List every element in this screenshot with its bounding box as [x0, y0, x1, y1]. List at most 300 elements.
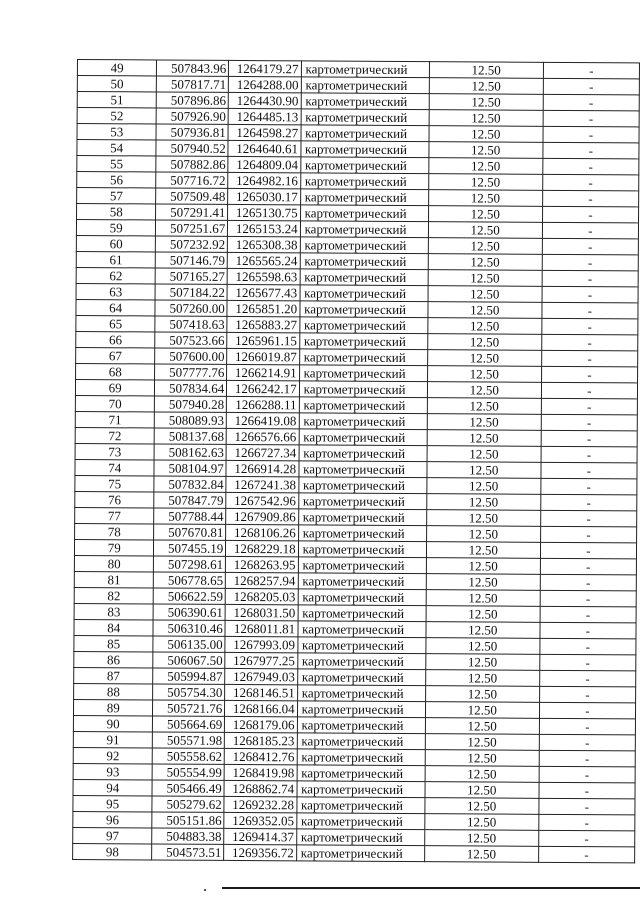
description-cell: - [539, 702, 635, 719]
y-coordinate-cell: 1264485.13 [228, 108, 300, 124]
method-cell: картометрический [299, 333, 427, 350]
point-number-cell: 77 [75, 507, 155, 523]
description-cell: - [543, 110, 639, 127]
point-number-cell: 72 [75, 427, 155, 443]
y-coordinate-cell: 1265598.63 [227, 268, 299, 284]
point-number-cell: 65 [76, 315, 156, 331]
x-coordinate-cell: 505151.86 [152, 812, 224, 828]
point-number-cell: 84 [74, 619, 154, 635]
point-number-cell: 78 [75, 523, 155, 539]
point-number-cell: 49 [77, 60, 157, 76]
description-cell: - [539, 734, 635, 751]
x-coordinate-cell: 507847.79 [154, 492, 226, 508]
method-cell: картометрический [300, 173, 428, 190]
x-coordinate-cell: 507817.71 [157, 76, 229, 92]
description-cell: - [541, 462, 637, 479]
method-cell: картометрический [300, 285, 428, 302]
description-cell: - [538, 830, 634, 847]
method-cell: картометрический [300, 205, 428, 222]
method-cell: картометрический [299, 429, 427, 446]
x-coordinate-cell: 507936.81 [156, 124, 228, 140]
x-coordinate-cell: 507232.92 [156, 236, 228, 252]
y-coordinate-cell: 1268031.50 [225, 604, 297, 620]
point-number-cell: 81 [74, 571, 154, 587]
method-cell: картометрический [297, 669, 425, 686]
description-cell: - [543, 94, 639, 111]
error-cell: 12.50 [425, 798, 539, 815]
method-cell: картометрический [296, 829, 424, 846]
y-coordinate-cell: 1269414.37 [224, 828, 296, 844]
x-coordinate-cell: 507509.48 [156, 188, 228, 204]
x-coordinate-cell: 508137.68 [155, 428, 227, 444]
error-cell: 12.50 [425, 766, 539, 783]
x-coordinate-cell: 507940.52 [156, 140, 228, 156]
description-cell: - [540, 558, 636, 575]
method-cell: картометрический [300, 269, 428, 286]
description-cell: - [540, 526, 636, 543]
y-coordinate-cell: 1265153.24 [228, 220, 300, 236]
x-coordinate-cell: 507788.44 [154, 508, 226, 524]
point-number-cell: 63 [76, 283, 156, 299]
error-cell: 12.50 [425, 750, 539, 767]
x-coordinate-cell: 504883.38 [152, 828, 224, 844]
error-cell: 12.50 [428, 222, 542, 239]
point-number-cell: 61 [76, 251, 156, 267]
description-cell: - [538, 846, 634, 863]
error-cell: 12.50 [427, 350, 541, 367]
y-coordinate-cell: 1268106.26 [226, 524, 298, 540]
x-coordinate-cell: 507600.00 [155, 348, 227, 364]
point-number-cell: 68 [76, 363, 156, 379]
method-cell: картометрический [296, 845, 424, 862]
method-cell: картометрический [298, 637, 426, 654]
point-number-cell: 79 [74, 539, 154, 555]
description-cell: - [538, 814, 634, 831]
x-coordinate-cell: 505279.62 [152, 796, 224, 812]
x-coordinate-cell: 505994.87 [153, 668, 225, 684]
point-number-cell: 66 [76, 331, 156, 347]
error-cell: 12.50 [425, 830, 539, 847]
description-cell: - [541, 382, 637, 399]
x-coordinate-cell: 506067.50 [153, 652, 225, 668]
point-number-cell: 74 [75, 459, 155, 475]
description-cell: - [541, 446, 637, 463]
method-cell: картометрический [298, 477, 426, 494]
method-cell: картометрический [300, 189, 428, 206]
description-cell: - [542, 270, 638, 287]
x-coordinate-cell: 504573.51 [152, 844, 224, 860]
point-number-cell: 60 [76, 235, 156, 251]
error-cell: 12.50 [429, 62, 543, 79]
method-cell: картометрический [299, 413, 427, 430]
description-cell: - [539, 654, 635, 671]
error-cell: 12.50 [425, 782, 539, 799]
point-number-cell: 64 [76, 299, 156, 315]
point-number-cell: 95 [73, 795, 153, 811]
error-cell: 12.50 [428, 254, 542, 271]
x-coordinate-cell: 506622.59 [154, 588, 226, 604]
error-cell: 12.50 [428, 302, 542, 319]
y-coordinate-cell: 1268011.81 [225, 620, 297, 636]
method-cell: картометрический [298, 605, 426, 622]
description-cell: - [541, 414, 637, 431]
x-coordinate-cell: 506310.46 [153, 620, 225, 636]
description-cell: - [542, 190, 638, 207]
error-cell: 12.50 [428, 318, 542, 335]
description-cell: - [542, 238, 638, 255]
method-cell: картометрический [297, 797, 425, 814]
error-cell: 12.50 [426, 510, 540, 527]
description-cell: - [542, 286, 638, 303]
method-cell: картометрический [298, 557, 426, 574]
y-coordinate-cell: 1268862.74 [224, 780, 296, 796]
y-coordinate-cell: 1269356.72 [224, 844, 296, 860]
method-cell: картометрический [300, 157, 428, 174]
point-number-cell: 96 [73, 811, 153, 827]
method-cell: картометрический [297, 653, 425, 670]
method-cell: картометрический [299, 461, 427, 478]
error-cell: 12.50 [429, 142, 543, 159]
y-coordinate-cell: 1266214.91 [227, 364, 299, 380]
x-coordinate-cell: 508089.93 [155, 412, 227, 428]
error-cell: 12.50 [426, 542, 540, 559]
error-cell: 12.50 [428, 190, 542, 207]
method-cell: картометрический [297, 701, 425, 718]
point-number-cell: 89 [73, 699, 153, 715]
x-coordinate-cell: 507260.00 [155, 300, 227, 316]
x-coordinate-cell: 507896.86 [157, 92, 229, 108]
coordinates-table [72, 59, 640, 863]
error-cell: 12.50 [429, 158, 543, 175]
point-number-cell: 76 [75, 491, 155, 507]
point-number-cell: 83 [74, 603, 154, 619]
point-number-cell: 55 [77, 156, 157, 172]
point-number-cell: 53 [77, 124, 157, 140]
point-number-cell: 69 [75, 379, 155, 395]
y-coordinate-cell: 1268205.03 [225, 588, 297, 604]
description-cell: - [543, 126, 639, 143]
page-bottom-rule [222, 887, 640, 889]
method-cell: картометрический [298, 573, 426, 590]
y-coordinate-cell: 1266914.28 [226, 460, 298, 476]
description-cell: - [542, 254, 638, 271]
error-cell: 12.50 [426, 590, 540, 607]
error-cell: 12.50 [428, 270, 542, 287]
y-coordinate-cell: 1265677.43 [227, 284, 299, 300]
y-coordinate-cell: 1267977.25 [225, 652, 297, 668]
point-number-cell: 67 [76, 347, 156, 363]
description-cell: - [542, 302, 638, 319]
point-number-cell: 94 [73, 779, 153, 795]
x-coordinate-cell: 507670.81 [154, 524, 226, 540]
x-coordinate-cell: 507184.22 [155, 284, 227, 300]
error-cell: 12.50 [429, 126, 543, 143]
error-cell: 12.50 [427, 446, 541, 463]
y-coordinate-cell: 1268146.51 [225, 684, 297, 700]
x-coordinate-cell: 507716.72 [156, 172, 228, 188]
x-coordinate-cell: 506135.00 [153, 636, 225, 652]
error-cell: 12.50 [428, 286, 542, 303]
x-coordinate-cell: 507777.76 [155, 364, 227, 380]
error-cell: 12.50 [427, 382, 541, 399]
description-cell: - [541, 478, 637, 495]
y-coordinate-cell: 1265883.27 [227, 316, 299, 332]
y-coordinate-cell: 1265565.24 [228, 252, 300, 268]
point-number-cell: 86 [74, 651, 154, 667]
x-coordinate-cell: 507523.66 [155, 332, 227, 348]
x-coordinate-cell: 505754.30 [153, 684, 225, 700]
point-number-cell: 75 [75, 475, 155, 491]
method-cell: картометрический [301, 141, 429, 158]
description-cell: - [540, 606, 636, 623]
x-coordinate-cell: 505554.99 [153, 764, 225, 780]
point-number-cell: 70 [75, 395, 155, 411]
y-coordinate-cell: 1268179.06 [225, 716, 297, 732]
method-cell: картометрический [299, 317, 427, 334]
y-coordinate-cell: 1266576.66 [226, 428, 298, 444]
x-coordinate-cell: 506778.65 [154, 572, 226, 588]
description-cell: - [541, 334, 637, 351]
method-cell: картометрический [300, 253, 428, 270]
method-cell: картометрический [299, 381, 427, 398]
point-number-cell: 98 [73, 843, 153, 859]
x-coordinate-cell: 507291.41 [156, 204, 228, 220]
x-coordinate-cell: 508104.97 [154, 460, 226, 476]
y-coordinate-cell: 1264982.16 [228, 172, 300, 188]
y-coordinate-cell: 1269232.28 [224, 796, 296, 812]
point-number-cell: 59 [76, 220, 156, 236]
method-cell: картометрический [298, 621, 426, 638]
description-cell: - [540, 590, 636, 607]
description-cell: - [540, 638, 636, 655]
error-cell: 12.50 [425, 686, 539, 703]
x-coordinate-cell: 505664.69 [153, 716, 225, 732]
description-cell: - [539, 686, 635, 703]
method-cell: картометрический [298, 589, 426, 606]
y-coordinate-cell: 1268229.18 [226, 540, 298, 556]
table-row [73, 843, 635, 862]
method-cell: картометрический [297, 765, 425, 782]
error-cell: 12.50 [426, 622, 540, 639]
y-coordinate-cell: 1264809.04 [228, 156, 300, 172]
x-coordinate-cell: 505721.76 [153, 700, 225, 716]
error-cell: 12.50 [427, 366, 541, 383]
x-coordinate-cell: 507251.67 [156, 220, 228, 236]
description-cell: - [539, 718, 635, 735]
y-coordinate-cell: 1268263.95 [226, 556, 298, 572]
y-coordinate-cell: 1268257.94 [226, 572, 298, 588]
point-number-cell: 82 [74, 587, 154, 603]
error-cell: 12.50 [425, 734, 539, 751]
method-cell: картометрический [297, 749, 425, 766]
method-cell: картометрический [300, 237, 428, 254]
error-cell: 12.50 [426, 606, 540, 623]
x-coordinate-cell: 507940.28 [155, 396, 227, 412]
point-number-cell: 52 [77, 108, 157, 124]
y-coordinate-cell: 1264288.00 [229, 76, 301, 92]
point-number-cell: 51 [77, 92, 157, 108]
x-coordinate-cell: 505466.49 [152, 780, 224, 796]
point-number-cell: 50 [77, 76, 157, 92]
error-cell: 12.50 [426, 574, 540, 591]
y-coordinate-cell: 1265308.38 [228, 236, 300, 252]
error-cell: 12.50 [429, 94, 543, 111]
y-coordinate-cell: 1267993.09 [225, 636, 297, 652]
description-cell: - [539, 670, 635, 687]
method-cell: картометрический [297, 717, 425, 734]
method-cell: картометрический [300, 301, 428, 318]
error-cell: 12.50 [428, 334, 542, 351]
error-cell: 12.50 [426, 638, 540, 655]
x-coordinate-cell: 506390.61 [154, 604, 226, 620]
error-cell: 12.50 [428, 238, 542, 255]
description-cell: - [543, 78, 639, 95]
y-coordinate-cell: 1267949.03 [225, 668, 297, 684]
description-cell: - [541, 366, 637, 383]
point-number-cell: 73 [75, 443, 155, 459]
description-cell: - [540, 574, 636, 591]
x-coordinate-cell: 505571.98 [153, 732, 225, 748]
description-cell: - [541, 430, 637, 447]
description-cell: - [542, 206, 638, 223]
x-coordinate-cell: 507834.64 [155, 380, 227, 396]
error-cell: 12.50 [425, 718, 539, 735]
point-number-cell: 85 [74, 635, 154, 651]
scan-speck [204, 889, 206, 891]
method-cell: картометрический [299, 445, 427, 462]
method-cell: картометрический [301, 93, 429, 110]
description-cell: - [540, 622, 636, 639]
method-cell: картометрический [297, 733, 425, 750]
error-cell: 12.50 [429, 174, 543, 191]
error-cell: 12.50 [427, 462, 541, 479]
error-cell: 12.50 [427, 478, 541, 495]
y-coordinate-cell: 1265961.15 [227, 332, 299, 348]
y-coordinate-cell: 1264179.27 [229, 60, 301, 76]
method-cell: картометрический [299, 365, 427, 382]
coordinates-table-body [73, 60, 640, 863]
y-coordinate-cell: 1267241.38 [226, 476, 298, 492]
description-cell: - [539, 750, 635, 767]
error-cell: 12.50 [428, 206, 542, 223]
description-cell: - [542, 318, 638, 335]
error-cell: 12.50 [424, 846, 538, 863]
method-cell: картометрический [297, 781, 425, 798]
point-number-cell: 92 [73, 747, 153, 763]
y-coordinate-cell: 1266242.17 [227, 380, 299, 396]
y-coordinate-cell: 1267542.96 [226, 492, 298, 508]
description-cell: - [542, 222, 638, 239]
error-cell: 12.50 [426, 526, 540, 543]
error-cell: 12.50 [429, 78, 543, 95]
description-cell: - [539, 798, 635, 815]
y-coordinate-cell: 1269352.05 [224, 812, 296, 828]
method-cell: картометрический [301, 125, 429, 142]
error-cell: 12.50 [425, 670, 539, 687]
description-cell: - [540, 494, 636, 511]
error-cell: 12.50 [425, 814, 539, 831]
y-coordinate-cell: 1265851.20 [227, 300, 299, 316]
point-number-cell: 62 [76, 267, 156, 283]
description-cell: - [540, 510, 636, 527]
point-number-cell: 93 [73, 763, 153, 779]
method-cell: картометрический [298, 525, 426, 542]
x-coordinate-cell: 507926.90 [157, 108, 229, 124]
error-cell: 12.50 [427, 494, 541, 511]
y-coordinate-cell: 1267909.86 [226, 508, 298, 524]
y-coordinate-cell: 1268166.04 [225, 700, 297, 716]
point-number-cell: 90 [73, 715, 153, 731]
x-coordinate-cell: 507165.27 [156, 268, 228, 284]
x-coordinate-cell: 507146.79 [156, 252, 228, 268]
description-cell: - [542, 174, 638, 191]
error-cell: 12.50 [426, 558, 540, 575]
point-number-cell: 57 [77, 188, 157, 204]
x-coordinate-cell: 507843.96 [157, 60, 229, 76]
point-number-cell: 88 [74, 683, 154, 699]
point-number-cell: 56 [77, 172, 157, 188]
description-cell: - [539, 766, 635, 783]
x-coordinate-cell: 507298.61 [154, 556, 226, 572]
point-number-cell: 58 [77, 204, 157, 220]
y-coordinate-cell: 1264430.90 [228, 92, 300, 108]
point-number-cell: 80 [74, 555, 154, 571]
x-coordinate-cell: 505558.62 [153, 748, 225, 764]
method-cell: картометрический [298, 493, 426, 510]
error-cell: 12.50 [425, 702, 539, 719]
point-number-cell: 97 [73, 827, 153, 843]
error-cell: 12.50 [427, 398, 541, 415]
error-cell: 12.50 [427, 430, 541, 447]
method-cell: картометрический [300, 221, 428, 238]
description-cell: - [539, 782, 635, 799]
method-cell: картометрический [301, 77, 429, 94]
y-coordinate-cell: 1264598.27 [228, 124, 300, 140]
y-coordinate-cell: 1265030.17 [228, 188, 300, 204]
method-cell: картометрический [301, 109, 429, 126]
y-coordinate-cell: 1265130.75 [228, 204, 300, 220]
x-coordinate-cell: 508162.63 [154, 444, 226, 460]
method-cell: картометрический [299, 397, 427, 414]
error-cell: 12.50 [429, 110, 543, 127]
description-cell: - [543, 62, 639, 79]
y-coordinate-cell: 1266419.08 [227, 412, 299, 428]
point-number-cell: 54 [77, 140, 157, 156]
method-cell: картометрический [298, 509, 426, 526]
point-number-cell: 71 [75, 411, 155, 427]
method-cell: картометрический [301, 61, 429, 78]
y-coordinate-cell: 1266727.34 [226, 444, 298, 460]
x-coordinate-cell: 507832.84 [154, 476, 226, 492]
method-cell: картометрический [299, 349, 427, 366]
method-cell: картометрический [298, 541, 426, 558]
point-number-cell: 91 [73, 731, 153, 747]
error-cell: 12.50 [427, 414, 541, 431]
method-cell: картометрический [297, 685, 425, 702]
y-coordinate-cell: 1268412.76 [224, 748, 296, 764]
y-coordinate-cell: 1266288.11 [227, 396, 299, 412]
y-coordinate-cell: 1268419.98 [224, 764, 296, 780]
y-coordinate-cell: 1264640.61 [228, 140, 300, 156]
description-cell: - [541, 350, 637, 367]
method-cell: картометрический [296, 813, 424, 830]
description-cell: - [543, 158, 639, 175]
x-coordinate-cell: 507455.19 [154, 540, 226, 556]
description-cell: - [540, 542, 636, 559]
point-number-cell: 87 [74, 667, 154, 683]
y-coordinate-cell: 1266019.87 [227, 348, 299, 364]
description-cell: - [541, 398, 637, 415]
